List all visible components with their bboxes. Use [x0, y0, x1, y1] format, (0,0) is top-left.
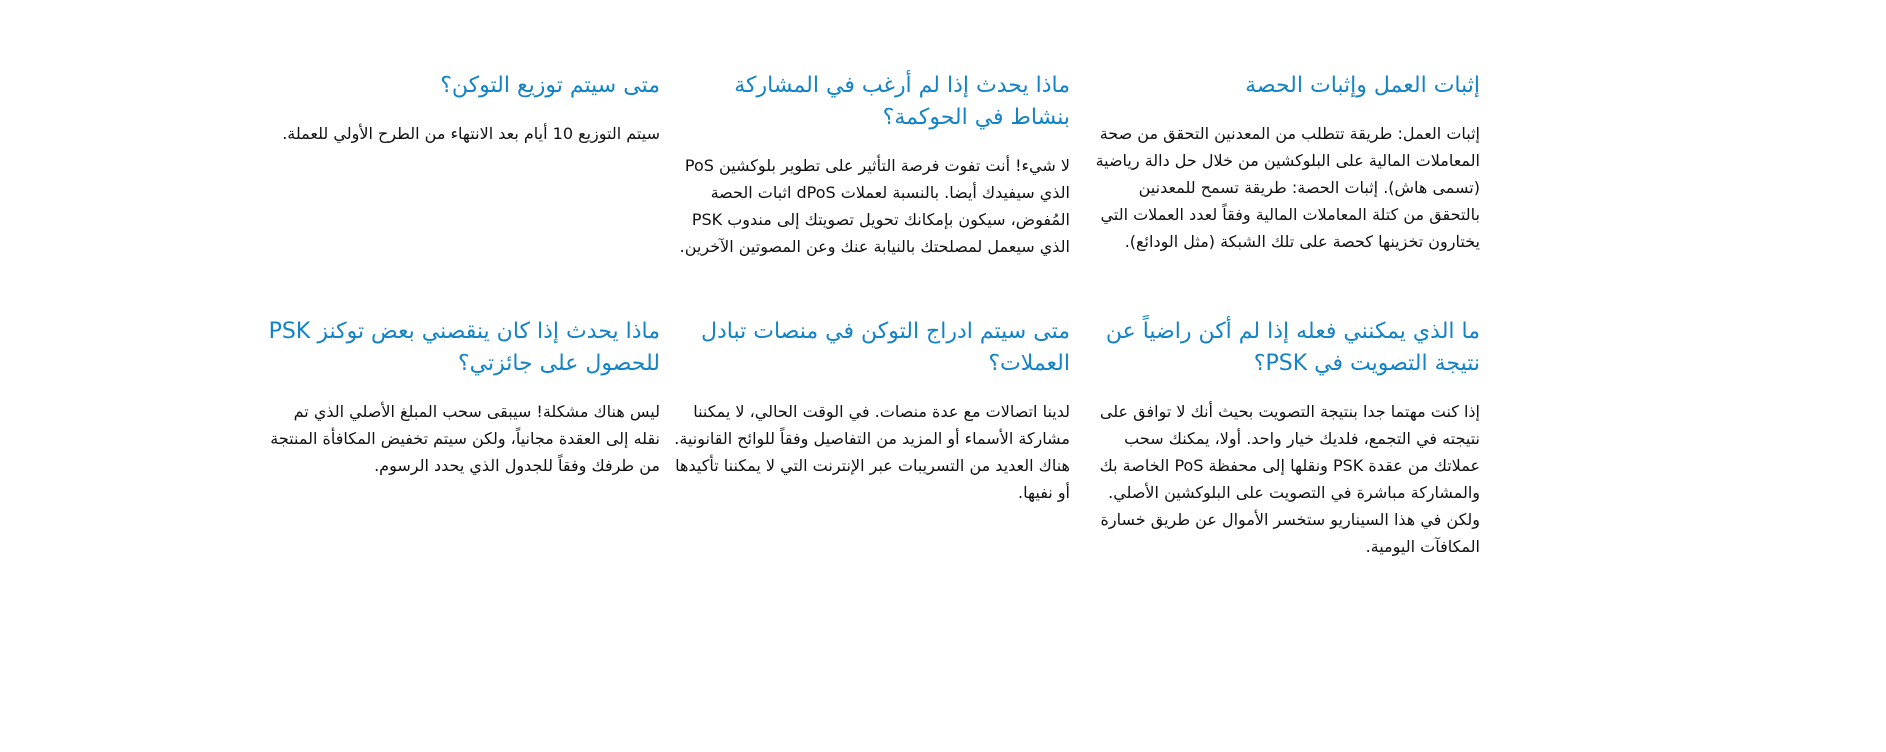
faq-question: ما الذي يمكنني فعله إذا لم أكن راضياً عن نتيجة التصويت في PSK؟	[1105, 319, 1480, 376]
faq-answer: لا شيء! أنت تفوت فرصة التأثير على تطوير بلوكشين PoS الذي سيفيدك أيضا. بالنسبة لعملات dPoS اثبات الحصة المُفوض، سيكون بإمكانك تحويل تصويتك إلى مندوب PSK الذي سيعمل لمصلحتك بالنيابة عنك وعن المصوتين الآخرين.	[679, 156, 1070, 256]
faq-item-pow-pos	[1083, 70, 1480, 260]
faq-item-exchange-listing	[673, 316, 1070, 560]
faq-item-vote-result	[1083, 316, 1480, 560]
faq-item-missing-tokens	[263, 316, 660, 560]
faq-question: ماذا يحدث إذا لم أرغب في المشاركة بنشاط في الحوكمة؟	[734, 73, 1070, 130]
faq-answer: إذا كنت مهتما جدا بنتيجة التصويت بحيث أنك لا توافق على نتيجته في التجمع، فلديك خيار واحد. أولا، يمكنك سحب عملاتك من عقدة PSK ونقلها إلى محفظة PoS الخاصة بك والمشاركة مباشرة في التصويت على البلوكشين الأصلي. ولكن في هذا السيناريو ستخسر الأموال عن طريق خسارة المكافآت اليومية.	[1099, 402, 1480, 556]
faq-question: إثبات العمل وإثبات الحصة	[1245, 73, 1480, 98]
faq-question: ماذا يحدث إذا كان ينقصني بعض توكنز PSK للحصول على جائزتي؟	[268, 319, 660, 376]
faq-grid	[270, 70, 1480, 560]
faq-answer: سيتم التوزيع 10 أيام بعد الانتهاء من الطرح الأولي للعملة.	[282, 124, 660, 143]
faq-answer: ليس هناك مشكلة! سيبقى سحب المبلغ الأصلي الذي تم نقله إلى العقدة مجانياً، ولكن سيتم تخفيض المكافأة المنتجة من طرفك وفقاً للجدول الذي يحدد الرسوم.	[270, 402, 660, 475]
faq-item-distribution	[263, 70, 660, 260]
faq-question: متى سيتم ادراج التوكن في منصات تبادل العملات؟	[701, 319, 1070, 376]
faq-question: متى سيتم توزيع التوكن؟	[440, 73, 660, 98]
faq-answer: لدينا اتصالات مع عدة منصات. في الوقت الحالي، لا يمكننا مشاركة الأسماء أو المزيد من التفاصيل وفقاً للوائح القانونية. هناك العديد من التسريبات عبر الإنترنت التي لا يمكننا تأكيدها أو نفيها.	[674, 402, 1070, 502]
faq-item-governance	[673, 70, 1070, 260]
faq-answer: إثبات العمل: طريقة تتطلب من المعدنين التحقق من صحة المعاملات المالية على البلوكشين من خلال حل دالة رياضية (تسمى هاش). إثبات الحصة: طريقة تسمح للمعدنين بالتحقق من كتلة المعاملات المالية وفقاً لعدد العملات التي يختارون تخزينها كحصة على تلك الشبكة (مثل الودائع).	[1095, 124, 1480, 251]
